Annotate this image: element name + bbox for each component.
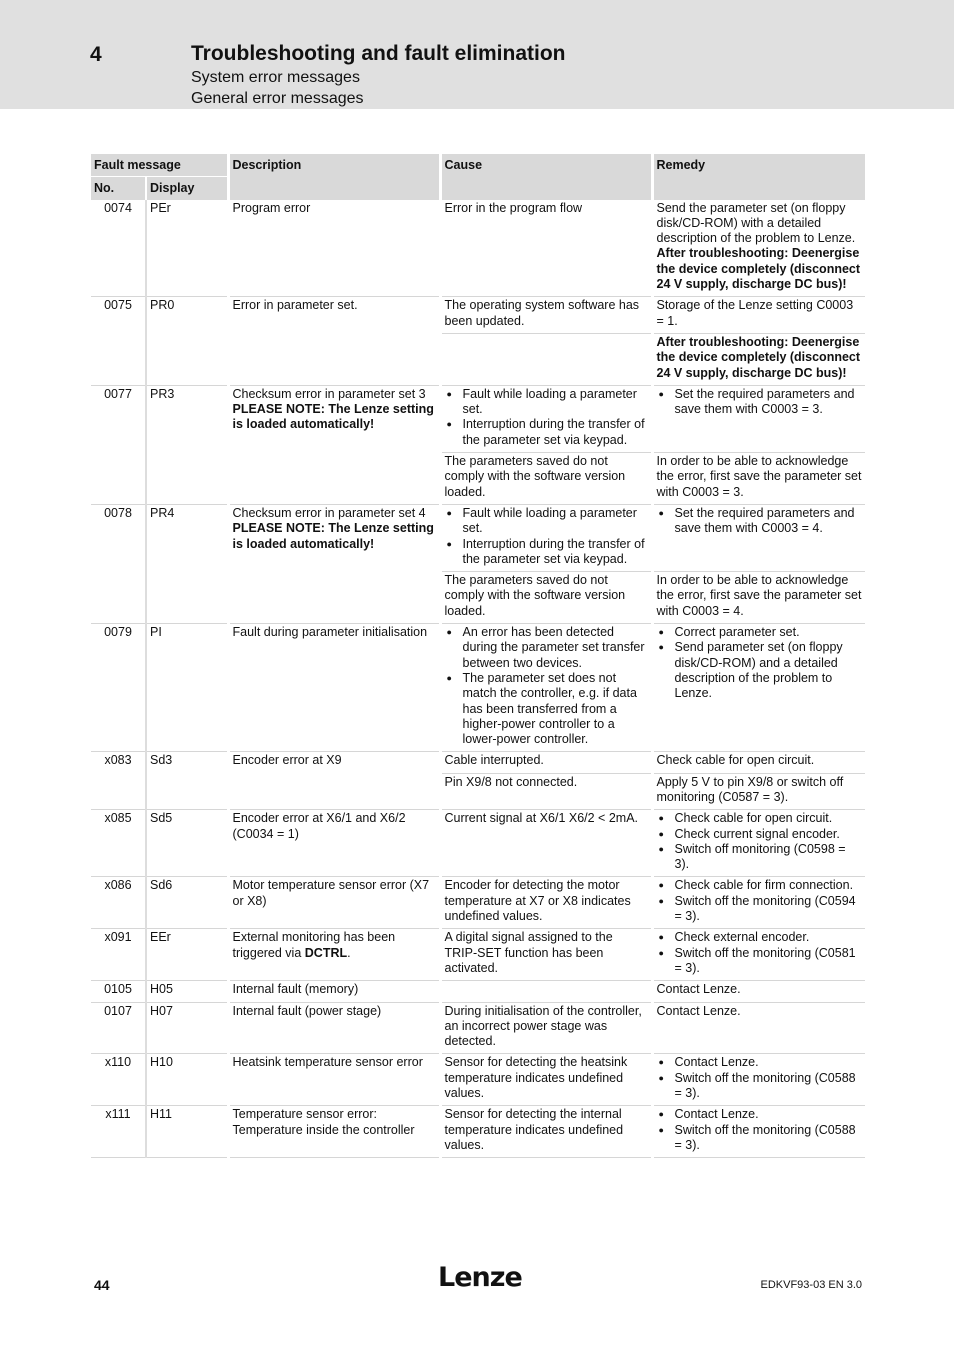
fault-remedy: In order to be able to acknowledge the error, first save the parameter set with C0003 = 3. — [652, 453, 865, 505]
fault-no: x091 — [91, 929, 146, 981]
table-row — [91, 877, 865, 929]
fault-display: H10 — [146, 1054, 228, 1106]
fault-remedy: Contact Lenze. — [652, 981, 865, 1002]
list-item: ● Send parameter set (on floppy disk/CD-ROM) and a detailed description of the problem to Lenze. — [675, 640, 863, 701]
table-row — [91, 1054, 865, 1106]
fault-display: PR0 — [146, 297, 228, 385]
fault-cause: Sensor for detecting the internal temperature indicates undefined values. — [440, 1106, 652, 1158]
header-remedy: Remedy — [652, 154, 865, 200]
remedy-text: Send the parameter set (on floppy disk/CD-ROM) with a detailed description of the problem to Lenze. — [656, 200, 856, 246]
list-item: ● Switch off the monitoring (C0588 = 3). — [675, 1123, 863, 1154]
list-item: ● Check cable for open circuit. — [675, 811, 863, 826]
fault-description: Error in parameter set. — [228, 297, 440, 385]
fault-display: Sd3 — [146, 752, 228, 810]
fault-display: PEr — [146, 200, 228, 297]
table-row — [91, 752, 865, 773]
header-display: Display — [146, 177, 228, 200]
fault-remedy — [652, 1054, 865, 1106]
fault-description: Motor temperature sensor error (X7 or X8) — [228, 877, 440, 929]
list-item: ● Set the required parameters and save them with C0003 = 3. — [675, 387, 863, 418]
list-item: ● Check current signal encoder. — [675, 827, 863, 842]
fault-remedy: Apply 5 V to pin X9/8 or switch off monitoring (C0587 = 3). — [652, 773, 865, 810]
fault-cause — [440, 981, 652, 1002]
fault-remedy: Check cable for open circuit. — [652, 752, 865, 773]
description-text: Checksum error in parameter set 4 — [232, 505, 426, 520]
fault-remedy — [652, 810, 865, 877]
table-row — [91, 297, 865, 334]
table-row — [91, 981, 865, 1002]
fault-remedy: Contact Lenze. — [652, 1002, 865, 1054]
list-item: ● Contact Lenze. — [675, 1055, 863, 1070]
table-header-row — [91, 154, 865, 177]
fault-display: PR3 — [146, 385, 228, 504]
fault-remedy — [652, 624, 865, 752]
fault-no: 0107 — [91, 1002, 146, 1054]
table-row — [91, 810, 865, 877]
table-row — [91, 1106, 865, 1158]
list-item: ● Fault while loading a parameter set. — [463, 506, 648, 537]
list-item: ● Contact Lenze. — [675, 1107, 863, 1122]
header-no: No. — [91, 177, 146, 200]
fault-cause: Cable interrupted. — [440, 752, 652, 773]
header-fault-message: Fault message — [91, 154, 228, 177]
fault-no: 0074 — [91, 200, 146, 297]
fault-description: Heatsink temperature sensor error — [228, 1054, 440, 1106]
header-description: Description — [228, 154, 440, 200]
fault-no: 0077 — [91, 385, 146, 504]
fault-no: 0079 — [91, 624, 146, 752]
fault-description — [228, 504, 440, 623]
list-item: ● Check cable for firm connection. — [675, 878, 863, 893]
fault-cause-empty — [440, 333, 652, 385]
list-item: ● Switch off the monitoring (C0594 = 3). — [675, 894, 863, 925]
list-item: ● Interruption during the transfer of the parameter set via keypad. — [463, 417, 648, 448]
section-subtitle: System error messages — [191, 69, 360, 86]
fault-cause: Current signal at X6/1 X6/2 < 2mA. — [440, 810, 652, 877]
list-item: ● Switch off the monitoring (C0588 = 3). — [675, 1071, 863, 1102]
description-text: External monitoring has been triggered via — [232, 930, 396, 960]
fault-no: x083 — [91, 752, 146, 810]
header-cause: Cause — [440, 154, 652, 200]
fault-cause: Pin X9/8 not connected. — [440, 773, 652, 810]
fault-table — [91, 154, 865, 1158]
fault-remedy — [652, 877, 865, 929]
fault-remedy — [652, 333, 865, 385]
description-note: PLEASE NOTE: The Lenze setting is loaded automatically! — [232, 521, 434, 551]
list-item: ● Fault while loading a parameter set. — [463, 387, 648, 418]
fault-remedy — [652, 929, 865, 981]
fault-cause — [440, 624, 652, 752]
table-row — [91, 385, 865, 452]
description-text: Checksum error in parameter set 3 — [232, 386, 426, 401]
fault-cause: A digital signal assigned to the TRIP-SET function has been activated. — [440, 929, 652, 981]
description-note: PLEASE NOTE: The Lenze setting is loaded automatically! — [232, 402, 434, 432]
list-item: ● Set the required parameters and save them with C0003 = 4. — [675, 506, 863, 537]
chapter-title: Troubleshooting and fault elimination — [191, 42, 566, 65]
fault-display: H07 — [146, 1002, 228, 1054]
description-end: . — [347, 945, 351, 960]
fault-display: PR4 — [146, 504, 228, 623]
list-item: ● Switch off the monitoring (C0581 = 3). — [675, 946, 863, 977]
fault-display: EEr — [146, 929, 228, 981]
list-item: ● The parameter set does not match the controller, e.g. if data has been transferred from a higher-power controller to a lower-power controller. — [463, 671, 648, 747]
list-item: ● Check external encoder. — [675, 930, 863, 945]
table-row — [91, 624, 865, 752]
fault-description: Temperature sensor error: Temperature inside the controller — [228, 1106, 440, 1158]
fault-remedy — [652, 504, 865, 571]
fault-no: x085 — [91, 810, 146, 877]
fault-remedy: In order to be able to acknowledge the error, first save the parameter set with C0003 = 4. — [652, 572, 865, 624]
fault-description — [228, 929, 440, 981]
fault-description: Fault during parameter initialisation — [228, 624, 440, 752]
subsection-subtitle: General error messages — [191, 90, 364, 107]
fault-cause: The parameters saved do not comply with the software version loaded. — [440, 572, 652, 624]
fault-no: 0075 — [91, 297, 146, 385]
fault-display: H11 — [146, 1106, 228, 1158]
fault-description: Encoder error at X6/1 and X6/2 (C0034 = 1) — [228, 810, 440, 877]
fault-cause — [440, 385, 652, 452]
chapter-number: 4 — [90, 43, 102, 66]
remedy-warning: After troubleshooting: Deenergise the device completely (disconnect 24 V supply, discharge DC bus)! — [656, 334, 861, 380]
list-item: ● Correct parameter set. — [675, 625, 863, 640]
fault-display: H05 — [146, 981, 228, 1002]
fault-description — [228, 385, 440, 504]
table-row — [91, 1002, 865, 1054]
fault-remedy — [652, 385, 865, 452]
fault-cause: During initialisation of the controller, an incorrect power stage was detected. — [440, 1002, 652, 1054]
fault-display: PI — [146, 624, 228, 752]
list-item: ● Interruption during the transfer of the parameter set via keypad. — [463, 537, 648, 568]
fault-cause: Sensor for detecting the heatsink temperature indicates undefined values. — [440, 1054, 652, 1106]
fault-display: Sd6 — [146, 877, 228, 929]
fault-no: x111 — [91, 1106, 146, 1158]
remedy-warning: After troubleshooting: Deenergise the device completely (disconnect 24 V supply, discharge DC bus)! — [656, 246, 861, 292]
document-id: EDKVF93-03 EN 3.0 — [760, 1279, 862, 1291]
fault-no: x110 — [91, 1054, 146, 1106]
fault-no: 0105 — [91, 981, 146, 1002]
fault-cause: Error in the program flow — [440, 200, 652, 297]
fault-remedy: Storage of the Lenze setting C0003 = 1. — [652, 297, 865, 334]
table-row — [91, 504, 865, 571]
fault-cause: Encoder for detecting the motor temperature at X7 or X8 indicates undefined values. — [440, 877, 652, 929]
fault-cause — [440, 504, 652, 571]
fault-cause: The parameters saved do not comply with the software version loaded. — [440, 453, 652, 505]
fault-cause: The operating system software has been updated. — [440, 297, 652, 334]
fault-remedy — [652, 200, 865, 297]
fault-description: Encoder error at X9 — [228, 752, 440, 810]
fault-display: Sd5 — [146, 810, 228, 877]
list-item: ● Switch off monitoring (C0598 = 3). — [675, 842, 863, 873]
fault-no: x086 — [91, 877, 146, 929]
description-keyword: DCTRL — [304, 945, 348, 960]
page-number: 44 — [94, 1277, 110, 1293]
fault-description: Program error — [228, 200, 440, 297]
table-row — [91, 929, 865, 981]
fault-description: Internal fault (memory) — [228, 981, 440, 1002]
fault-no: 0078 — [91, 504, 146, 623]
list-item: ● An error has been detected during the parameter set transfer between two devices. — [463, 625, 648, 671]
page-header — [0, 0, 954, 109]
table-row — [91, 200, 865, 297]
lenze-logo: Lenze — [438, 1262, 522, 1293]
fault-remedy — [652, 1106, 865, 1158]
fault-description: Internal fault (power stage) — [228, 1002, 440, 1054]
